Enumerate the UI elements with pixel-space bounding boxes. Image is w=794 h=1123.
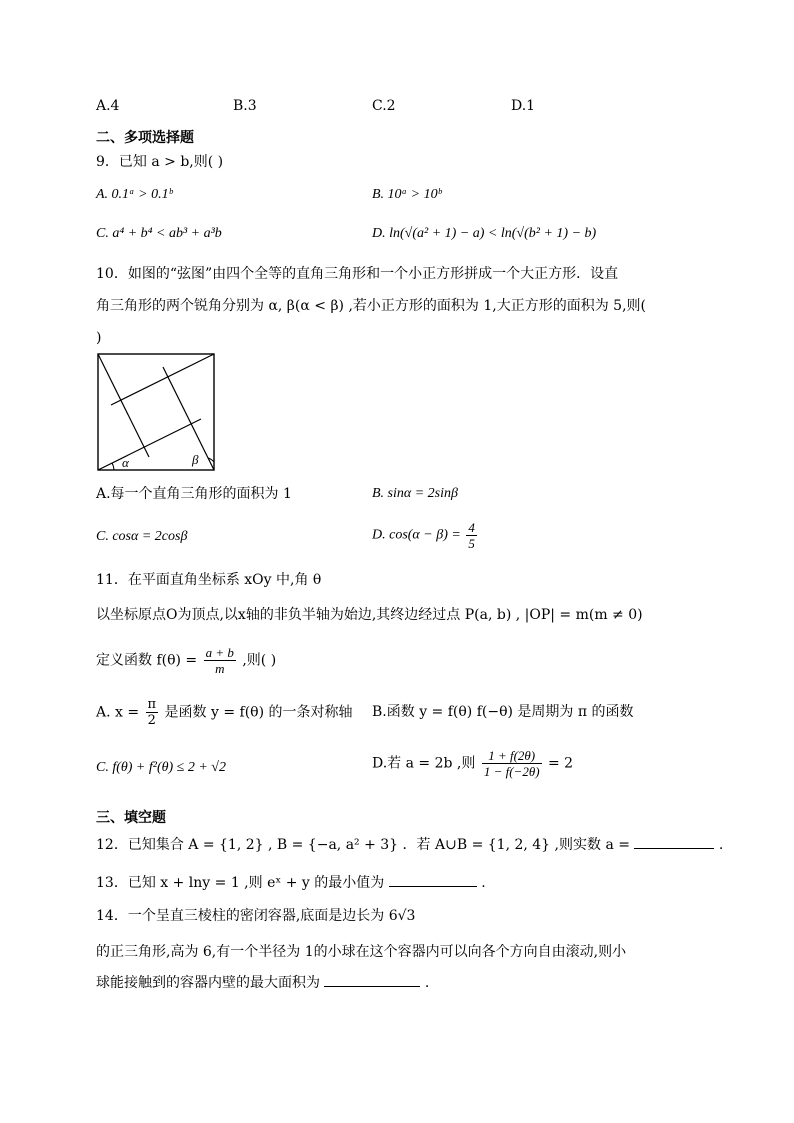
q9-option-c: C. a⁴ + b⁴ < ab³ + a³b xyxy=(96,226,222,241)
q11-option-c: C. f(θ) + f²(θ) ≤ 2 + √2 xyxy=(96,760,226,775)
q8-option-c: C.2 xyxy=(372,98,396,114)
q11-option-d: D.若 a = 2b ,则 $\frac{1 + f(2\theta)}{1 - f(-2\theta)}$ = 2 xyxy=(372,748,574,779)
section-title-multiple-choice: 二、多项选择题 xyxy=(96,130,194,146)
beta-label: β xyxy=(192,452,199,467)
q10-stem-line2: 角三角形的两个锐角分别为 α, β(α < β) ,若小正方形的面积为 1,大正方形的面积为 5,则( xyxy=(96,298,646,314)
q13: 13．已知 x + lny = 1 ,则 eˣ + y 的最小值为 . xyxy=(96,872,486,893)
xian-tu-figure xyxy=(96,352,218,474)
q10-option-d: D. cos(α − β) = $\frac{4}{5}$ xyxy=(372,520,475,551)
q9-option-a: A. 0.1ᵃ > 0.1ᵇ xyxy=(96,187,173,202)
q13-answer-blank[interactable] xyxy=(389,872,477,887)
q14-line2: 的正三角形,高为 6,有一个半径为 1的小球在这个容器内可以向各个方向自由滚动,则小 xyxy=(96,944,627,960)
q11-option-a: A. x = $\frac{\pi}{2}$ 是函数 y = f(θ) 的一条对称轴 xyxy=(96,697,353,728)
q9-option-d: D. ln(√(a² + 1) − a) < ln(√(b² + 1) − b) xyxy=(372,226,597,241)
q11-definition: 定义函数 f(θ) = $\frac{a + b}{m}$ ,则( ) xyxy=(96,645,277,676)
q8-option-d: D.1 xyxy=(511,98,536,114)
q11-stem-line1: 11．在平面直角坐标系 xOy 中,角 θ xyxy=(96,572,322,588)
q11-option-b: B.函数 y = f(θ) f(−θ) 是周期为 π 的函数 xyxy=(372,704,634,720)
q9-option-b: B. 10ᵃ > 10ᵇ xyxy=(372,187,442,202)
section-title-fill-in: 三、填空题 xyxy=(96,810,166,826)
q8-option-a: A.4 xyxy=(96,98,120,114)
q10-option-b: B. sinα = 2sinβ xyxy=(372,486,458,501)
q10-stem-line3: ) xyxy=(96,330,102,346)
q10-stem-line1: 10．如图的“弦图”由四个全等的直角三角形和一个小正方形拼成一个大正方形．设直 xyxy=(96,266,619,282)
q14-line1: 14．一个呈直三棱柱的密闭容器,底面是边长为 6√3 xyxy=(96,908,416,924)
q12: 12．已知集合 A = {1, 2} , B = {−a, a² + 3} ．若 A∪B = {1, 2, 4} ,则实数 a = . xyxy=(96,834,723,855)
q12-answer-blank[interactable] xyxy=(634,834,714,849)
q14-answer-blank[interactable] xyxy=(324,972,420,987)
q14-line3: 球能接触到的容器内壁的最大面积为 . xyxy=(96,972,429,993)
q11-stem-line2: 以坐标原点O为顶点,以x轴的非负半轴为始边,其终边经过点 P(a, b) , |OP| = m(m ≠ 0) xyxy=(96,607,643,623)
q8-option-b: B.3 xyxy=(233,98,257,114)
q10-option-c: C. cosα = 2cosβ xyxy=(96,529,188,544)
q9-stem: 9．已知 a > b,则( ) xyxy=(96,154,224,170)
q10-option-a: A.每一个直角三角形的面积为 1 xyxy=(96,486,292,502)
alpha-label: α xyxy=(122,455,129,470)
